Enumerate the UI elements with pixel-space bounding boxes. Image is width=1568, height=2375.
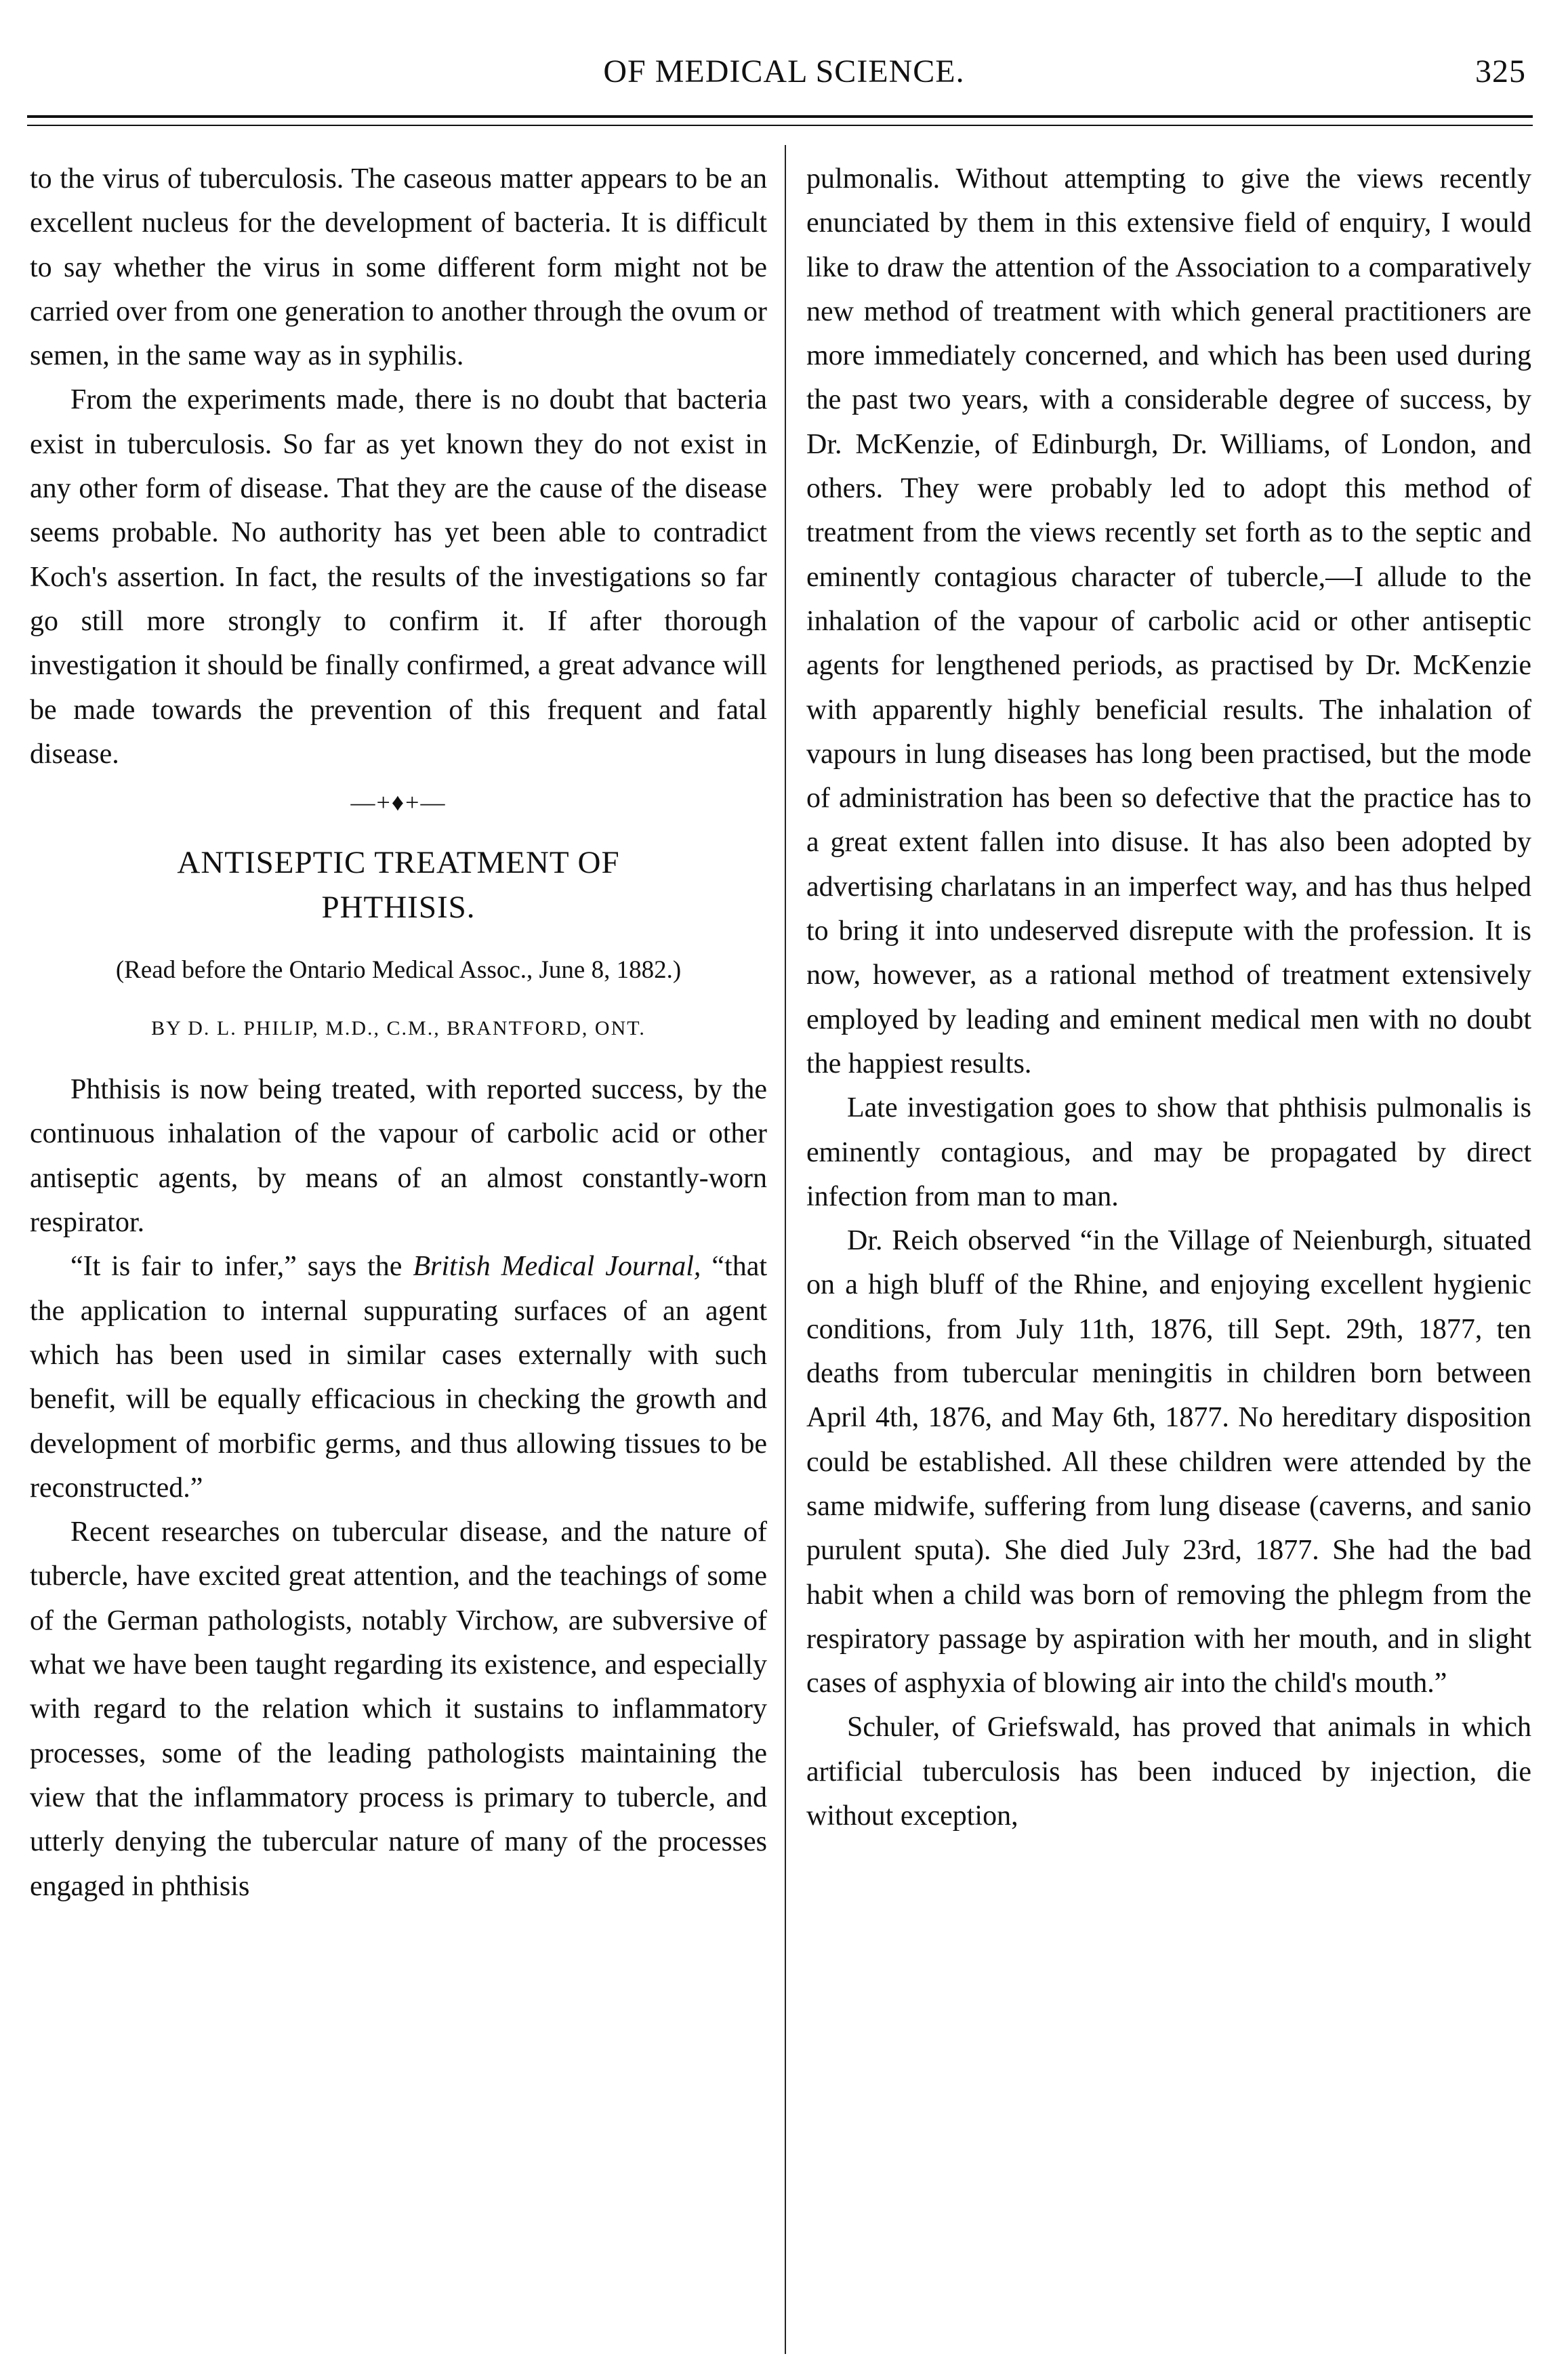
- quote-body: “that the application to internal suppurating surfaces of an agent which has been used in similar cases externally with such benefit, will be equally efficacious in checking the growth and development of morbific germs, and thus allowing tissues to be reconstructed.”: [30, 1251, 768, 1504]
- paragraph: [30, 1245, 767, 1510]
- paragraph: Recent researches on tubercular disease, and the nature of tubercle, have excited great attention, and the teachings of some of the German pathologists, notably Virchow, are subversive of what we have been taught regarding its existence, and especially with regard to the relation which it sustains to inflammatory processes, some of the leading pathologists maintaining the view that the inflammatory process is primary to tubercle, and utterly denying the tubercular nature of many of the processes engaged in phthisis: [30, 1516, 767, 1902]
- paragraph: Phthisis is now being treated, with reported success, by the continuous inhalation of the vapour of carbolic acid or other antiseptic agents, by means of an almost constantly-worn respirator.: [30, 1074, 767, 1239]
- article-title: [30, 840, 767, 930]
- paragraph: From the experiments made, there is no doubt that bacteria exist in tuberculosis. So far as yet known they do not exist in any other form of disease. That they are the cause of the disease seems probable. No authority has yet been able to contradict Koch's assertion. In fact, the results of the investigations so far go still more strongly to confirm it. If after thorough investigation it should be finally confirmed, a great advance will be made towards the prevention of this frequent and fatal disease.: [30, 384, 767, 770]
- article-title-line: ANTISEPTIC TREATMENT OF: [177, 845, 620, 881]
- running-title: OF MEDICAL SCIENCE.: [603, 54, 965, 89]
- page-number: 325: [1475, 54, 1526, 89]
- paragraph: Late investigation goes to show that phthisis pulmonalis is eminently contagious, and may be propagated by direct infection from man to man.: [806, 1092, 1531, 1212]
- right-column: [806, 157, 1531, 1838]
- paragraph: Dr. Reich observed “in the Village of Neienburgh, situated on a high bluff of the Rhine, and enjoying excellent hygienic conditions, from July 11th, 1876, till Sept. 29th, 1877, ten deaths from tubercular meningitis in children born between April 4th, 1876, and May 6th, 1877. No hereditary disposition could be established. All these children were attended by the same midwife, suffering from lung disease (caverns, and sanio purulent sputa). She died July 23rd, 1877. She had the bad habit when a child was born of removing the phlegm from the respiratory passage by aspiration with her mouth, and in slight cases of asphyxia of blowing air into the child's mouth.”: [806, 1225, 1531, 1699]
- header-rule: [27, 115, 1533, 126]
- column-divider: [785, 145, 786, 2354]
- author-byline: BY D. L. PHILIP, M.D., C.M., BRANTFORD, ONT.: [151, 1017, 646, 1040]
- paragraph: pulmonalis. Without attempting to give the views recently enunciated by them in this extensive field of enquiry, I would like to draw the attention of the Association to a comparatively new method of treatment with which general practitioners are more immediately concerned, and which has been used during the past two years, with a considerable degree of success, by Dr. McKenzie, of Edinburgh, Dr. Williams, of London, and others. They were probably led to adopt this method of treatment from the views recently set forth as to the septic and eminently contagious character of tubercle,—I allude to the inhalation of the vapour of carbolic acid or other antiseptic agents for lengthened periods, as practised by Dr. McKenzie with apparently highly beneficial results. The inhalation of vapours in lung diseases has long been practised, but the mode of administration has been so defective that the practice has to a great extent fallen into disuse. It has also been adopted by advertising charlatans in an imperfect way, and has thus helped to bring it into undeserved disrepute with the profession. It is now, however, as a rational method of treatment extensively employed by leading and eminent medical men with no doubt the happiest results.: [806, 163, 1531, 1079]
- paragraph: to the virus of tuberculosis. The caseous matter appears to be an excellent nucleus for the development of bacteria. It is difficult to say whether the virus in some different form might not be carried over from one generation to another through the ovum or semen, in the same way as in syphilis.: [30, 163, 767, 372]
- article-title-line: PHTHISIS.: [321, 890, 476, 926]
- section-ornament: —+♦+—: [350, 789, 447, 817]
- read-before-note: (Read before the Ontario Medical Assoc., June 8, 1882.): [115, 956, 682, 985]
- journal-name: British Medical Journal,: [413, 1251, 701, 1283]
- left-column: [30, 157, 767, 1909]
- paragraph: Schuler, of Griefswald, has proved that animals in which artificial tuberculosis has been induced by injection, die without exception,: [806, 1712, 1531, 1832]
- running-head: [0, 53, 1568, 107]
- quote-intro: “It is fair to infer,” says the: [70, 1251, 413, 1283]
